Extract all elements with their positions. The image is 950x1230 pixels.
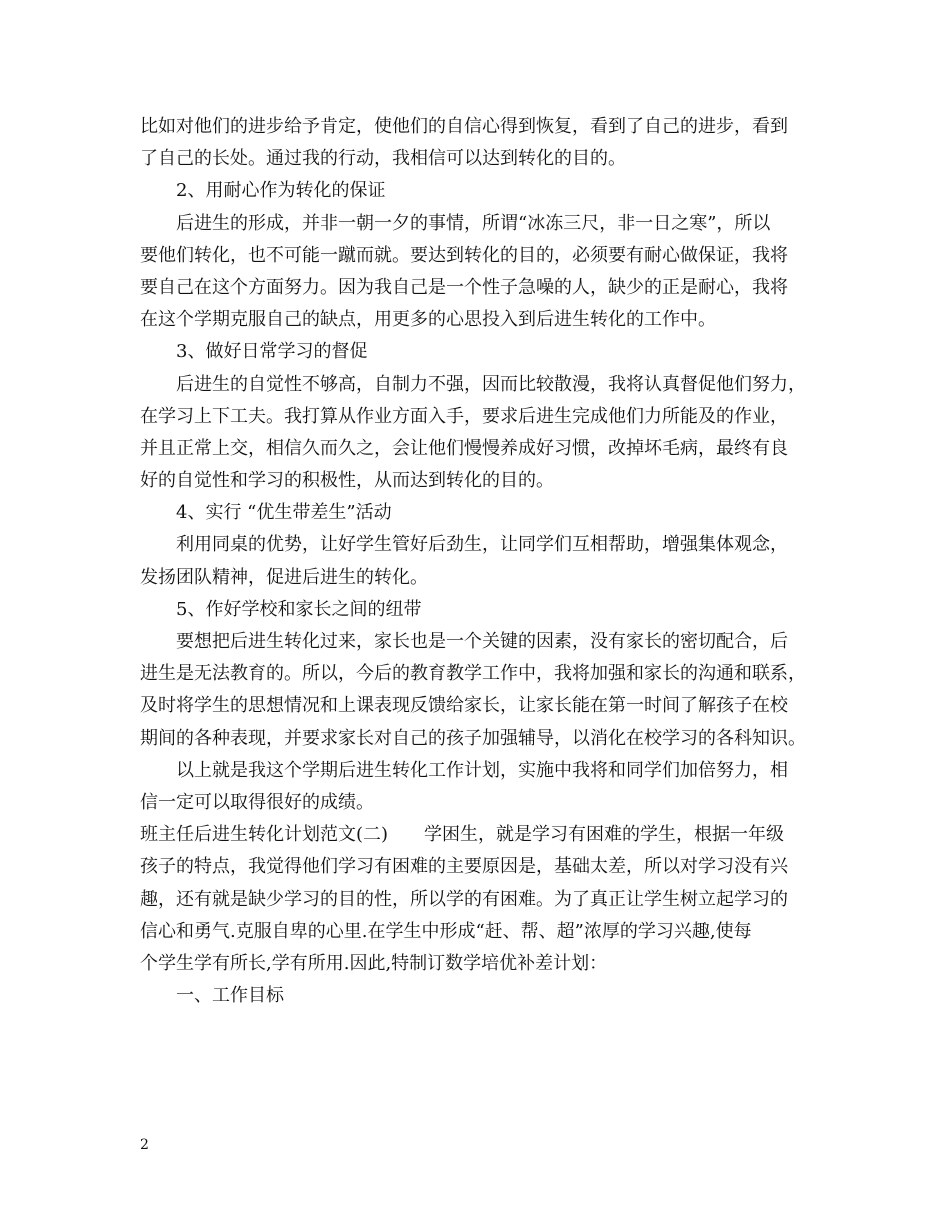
text-line: 一、工作目标 <box>176 985 284 1007</box>
text-line: 发扬团队精神，促进后进生的转化。 <box>140 566 428 588</box>
text-line: 要想把后进生转化过来，家长也是一个关键的因素，没有家长的密切配合，后 <box>176 631 788 652</box>
text-line: 在学习上下工夫。我打算从作业方面入手，要求后进生完成他们力所能及的作业， <box>140 405 788 427</box>
text-line: 信一定可以取得很好的成绩。 <box>140 791 374 813</box>
text-line: 进生是无法教育的。所以，今后的教育教学工作中，我将加强和家长的沟通和联系， <box>140 663 806 685</box>
page-number: 2 <box>140 1137 149 1153</box>
text-line: 4、实行 “优生带差生”活动 <box>176 502 392 524</box>
text-line: 并且正常上交，相信久而久之，会让他们慢慢养成好习惯，改掉坏毛病，最终有良 <box>140 437 788 459</box>
text-line: 后进生的自觉性不够高，自制力不强，因而比较散漫，我将认真督促他们努力， <box>176 373 806 395</box>
text-line: 以上就是我这个学期后进生转化工作计划，实施中我将和同学们加倍努力，相 <box>176 759 788 781</box>
text-line: 及时将学生的思想情况和上课表现反馈给家长，让家长能在第一时间了解孩子在校 <box>140 695 788 717</box>
text-line: 期间的各种表现，并要求家长对自己的孩子加强辅导，以消化在校学习的各科知识。 <box>140 727 806 749</box>
text-line: 5、作好学校和家长之间的纽带 <box>176 598 422 620</box>
text-line: 后进生的形成，并非一朝一夕的事情，所谓“冰冻三尺，非一日之寒”，所以 <box>176 212 771 234</box>
text-line: 要他们转化，也不可能一蹴而就。要达到转化的目的，必须要有耐心做保证，我将 <box>140 244 788 266</box>
text-line: 信心和勇气.克服自卑的心里.在学生中形成“赶、帮、超”浓厚的学习兴趣,使每 <box>140 920 752 942</box>
document-body <box>140 111 820 1012</box>
text-line: 个学生学有所长,学有所用.因此,特制订数学培优补差计划： <box>140 952 608 974</box>
text-line: 要自己在这个方面努力。因为我自己是一个性子急噪的人，缺少的正是耐心，我将 <box>140 276 788 298</box>
text-line: 比如对他们的进步给予肯定，使他们的自信心得到恢复，看到了自己的进步，看到 <box>140 116 788 137</box>
text-line: 班主任后进生转化计划范文(二) 学困生，就是学习有困难的学生，根据一年级 <box>140 824 785 846</box>
text-line: 好的自觉性和学习的积极性，从而达到转化的目的。 <box>140 470 554 492</box>
text-line: 3、做好日常学习的督促 <box>176 341 368 363</box>
text-line: 了自己的长处。通过我的行动，我相信可以达到转化的目的。 <box>140 148 626 170</box>
text-line: 孩子的特点，我觉得他们学习有困难的主要原因是，基础太差，所以对学习没有兴 <box>140 856 788 878</box>
text-line: 趣，还有就是缺少学习的目的性，所以学的有困难。为了真正让学生树立起学习的 <box>140 888 788 910</box>
text-line: 2、用耐心作为转化的保证 <box>176 180 386 202</box>
text-line: 利用同桌的优势，让好学生管好后劲生，让同学们互相帮助，增强集体观念， <box>176 534 788 556</box>
text-line: 在这个学期克服自己的缺点，用更多的心思投入到后进生转化的工作中。 <box>140 309 716 331</box>
